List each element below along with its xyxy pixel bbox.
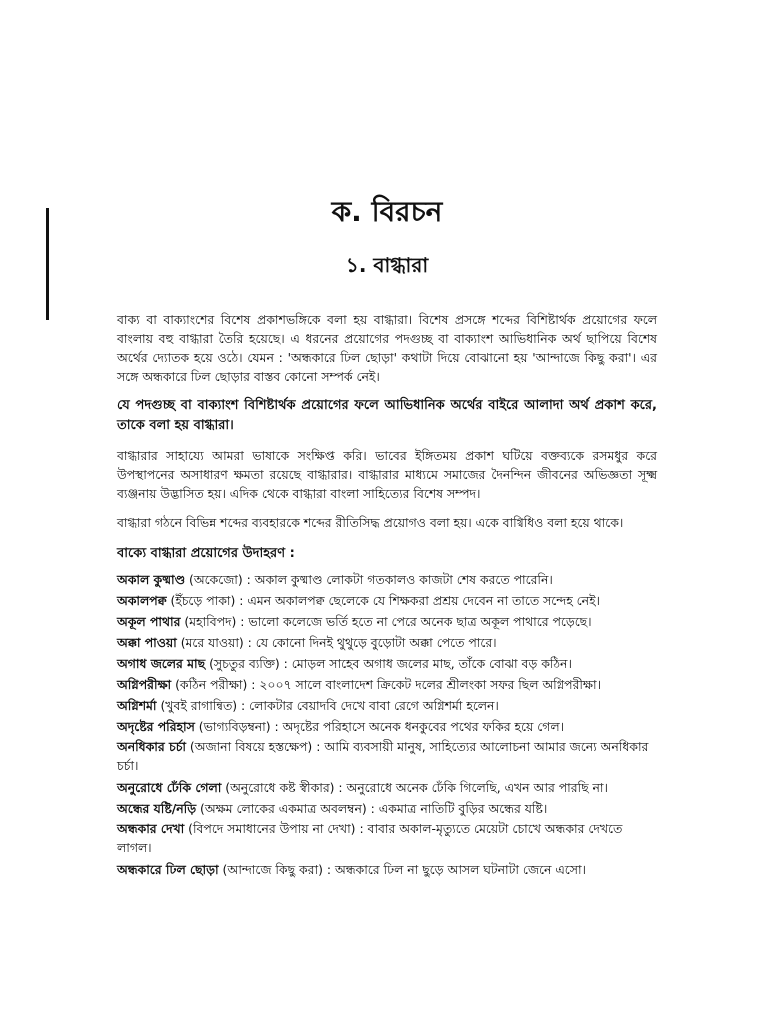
example-item xyxy=(117,716,657,737)
example-text: (খুবই রাগান্বিত) : লোকটার বেয়াদবি দেখে বাবা রেগে অগ্নিশর্মা হলেন। xyxy=(156,698,499,713)
formation-paragraph: বাগ্ধারা গঠনে বিভিন্ন শব্দের ব্যবহারকে শব্দের রীতিসিদ্ধ প্রয়োগও বলা হয়। একে বাগ্বিধিও বলা হয়ে থাকে। xyxy=(117,515,624,530)
example-text: (সুচতুর ব্যক্তি) : মোড়ল সাহেব অগাধ জলের মাছ, তাঁকে বোঝা বড় কঠিন। xyxy=(205,656,572,671)
example-text: (অক্ষম লোকের একমাত্র অবলম্বন) : একমাত্র নাতিটি বুড়ির অন্ধের যষ্টি। xyxy=(196,801,548,816)
example-text: (ভাগ্যবিড়ম্বনা) : অদৃষ্টের পরিহাসে অনেক ধনকুবের পথের ফকির হয়ে গেল। xyxy=(194,719,565,734)
example-text: (আন্দাজে কিছু করা) : অন্ধকারে ঢিল না ছুড়ে আসল ঘটনাটা জেনে এসো। xyxy=(218,862,586,877)
example-idiom: অনধিকার চর্চা xyxy=(117,739,186,754)
examples-heading: বাক্যে বাগ্ধারা প্রয়োগের উদাহরণ : xyxy=(117,546,295,561)
definition-paragraph: যে পদগুচ্ছ বা বাক্যাংশ বিশিষ্টার্থক প্রয়োগের ফলে আভিধানিক অর্থের বাইরে আলাদা অর্থ প্রকাশ করে, তাকে বলা হয় বাগ্ধারা। xyxy=(117,398,657,433)
example-item xyxy=(117,777,657,798)
example-item xyxy=(117,859,657,880)
example-item xyxy=(117,737,657,775)
example-idiom: অকাল কুষ্মাণ্ড xyxy=(117,572,186,587)
example-idiom: অগ্নিপরীক্ষা xyxy=(117,677,172,692)
example-idiom: অক্কা পাওয়া xyxy=(117,635,177,650)
example-idiom: অনুরোধে ঢেঁকি গেলা xyxy=(117,780,222,795)
example-item xyxy=(117,798,657,819)
example-text: (কঠিন পরীক্ষা) : ২০০৭ সালে বাংলাদেশ ক্রিকেট দলের শ্রীলংকা সফর ছিল অগ্নিপরীক্ষা। xyxy=(171,677,601,692)
section-title: ১. বাগ্ধারা xyxy=(345,253,429,277)
example-item xyxy=(117,590,657,611)
example-item xyxy=(117,611,657,632)
example-text: (অনুরোধে কষ্ট স্বীকার) : অনুরোধে অনেক ঢেঁকি গিলেছি, এখন আর পারছি না। xyxy=(221,780,608,795)
example-text: (বিপদে সমাধানের উপায় না দেখা) : বাবার অকাল-মৃত্যুতে মেয়েটা চোখে অন্ধকার দেখতে লাগল। xyxy=(117,821,623,855)
example-item xyxy=(117,695,657,716)
example-text: (অকেজো) : অকাল কুষ্মাণ্ড লোকটা গতকালও কাজটা শেষ করতে পারেনি। xyxy=(185,572,553,587)
example-idiom: অন্ধকার দেখা xyxy=(117,821,185,836)
example-item xyxy=(117,632,657,653)
example-idiom: অগ্নিশর্মা xyxy=(117,698,157,713)
examples-list xyxy=(117,569,657,880)
margin-bar xyxy=(46,208,49,320)
example-idiom: অন্ধকারে ঢিল ছোড়া xyxy=(117,862,219,877)
example-idiom: অন্ধের যষ্টি/নড়ি xyxy=(117,801,197,816)
example-item xyxy=(117,569,657,590)
example-item xyxy=(117,653,657,674)
example-idiom: অকূল পাথার xyxy=(117,614,181,629)
page xyxy=(117,190,657,880)
example-text: (মহাবিপদ) : ভালো কলেজে ভর্তি হতে না পেরে অনেক ছাত্র অকূল পাথারে পড়েছে। xyxy=(180,614,592,629)
example-idiom: অকালপক্ব xyxy=(117,593,167,608)
example-text: (ইঁচড়ে পাকা) : এমন অকালপক্ব ছেলেকে যে শিক্ষকরা প্রশ্রয় দেবেন না তাতে সন্দেহ নেই। xyxy=(166,593,600,608)
chapter-title: ক. বিরচন xyxy=(331,195,443,228)
example-idiom: অগাধ জলের মাছ xyxy=(117,656,206,671)
example-item xyxy=(117,819,657,857)
example-text: (মরে যাওয়া) : যে কোনো দিনই থুথুড়ে বুড়োটা অক্কা পেতে পারে। xyxy=(176,635,497,650)
example-item xyxy=(117,674,657,695)
example-text: (অজানা বিষয়ে হস্তক্ষেপ) : আমি ব্যবসায়ী মানুষ, সাহিত্যের আলোচনা আমার জন্যে অনধিকার চর্চা। xyxy=(117,739,649,773)
example-idiom: অদৃষ্টের পরিহাস xyxy=(117,719,195,734)
intro-paragraph: বাক্য বা বাক্যাংশের বিশেষ প্রকাশভঙ্গিকে বলা হয় বাগ্ধারা। বিশেষ প্রসঙ্গে শব্দের বিশিষ্টার্থক প্রয়োগের ফলে বাংলায় বহু বাগ্ধারা তৈরি হয়েছে। এ ধরনের প্রয়োগের পদগুচ্ছ বা বাক্যাংশ আভিধানিক অর্থ ছাপিয়ে বিশেষ অর্থের দ্যোতক হয়ে ওঠে। যেমন : 'অন্ধকারে ঢিল ছোড়া' কথাটা দিয়ে বোঝানো হয় 'আন্দাজে কিছু করা'। এর সঙ্গে অন্ধকারে ঢিল ছোড়ার বাস্তব কোনো সম্পর্ক নেই। xyxy=(117,312,657,384)
usage-paragraph: বাগ্ধারার সাহায্যে আমরা ভাষাকে সংক্ষিপ্ত করি। ভাবের ইঙ্গিতময় প্রকাশ ঘটিয়ে বক্তব্যকে রসমধুর করে উপস্থাপনের অসাধারণ ক্ষমতা রয়েছে বাগ্ধারার। বাগ্ধারার মাধ্যমে সমাজের দৈনন্দিন জীবনের অভিজ্ঞতা সূক্ষ্ম ব্যঞ্জনায় উদ্ভাসিত হয়। এদিক থেকে বাগ্ধারা বাংলা সাহিত্যের বিশেষ সম্পদ। xyxy=(117,448,657,501)
